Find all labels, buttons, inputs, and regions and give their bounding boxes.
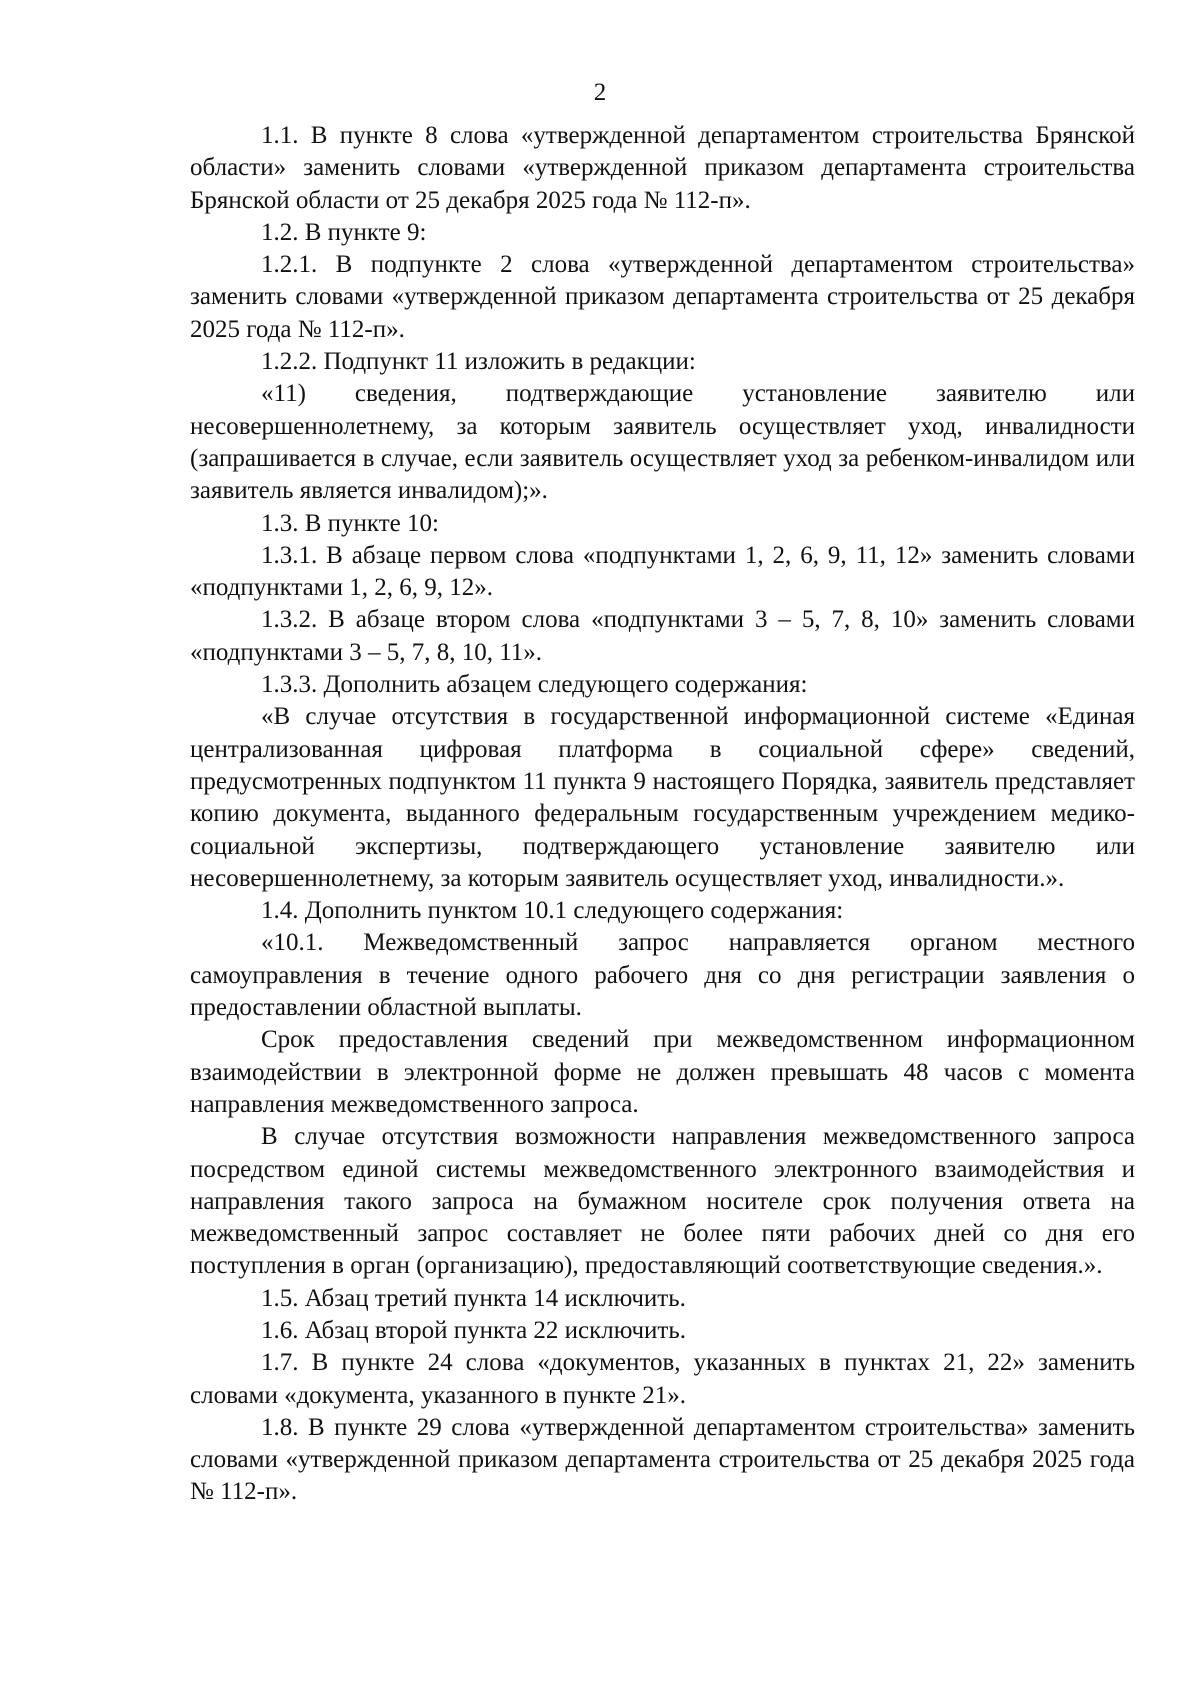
paragraph-10-1-deadline: Срок предоставления сведений при межведомственном информационном взаимодействии в электронной форме не должен превышать 48 часов с момента направления межведомственного запроса. [190, 1026, 1135, 1118]
paragraph-1-2-1: 1.2.1. В подпункте 2 слова «утвержденной департаментом строительства» заменить словами «утвержденной приказом департамента строительства от 25 декабря 2025 года № 112-п». [190, 251, 1135, 343]
paragraph-1-4: 1.4. Дополнить пунктом 10.1 следующего содержания: [261, 897, 844, 925]
paragraph-10-1: «10.1. Межведомственный запрос направляется органом местного самоуправления в течение одного рабочего дня со дня регистрации заявления о предоставлении областной выплаты. [190, 929, 1135, 1022]
paragraph-1-3-1: 1.3.1. В абзаце первом слова «подпунктами 1, 2, 6, 9, 11, 12» заменить словами «подпунктами 1, 2, 6, 9, 12». [190, 541, 1135, 602]
paragraph-1-7: 1.7. В пункте 24 слова «документов, указанных в пунктах 21, 22» заменить словами «документа, указанного в пункте 21». [190, 1349, 1135, 1409]
page-number: 2 [593, 79, 607, 106]
paragraph-1-8: 1.8. В пункте 29 слова «утвержденной департаментом строительства» заменить словами «утвержденной приказом департамента строительства от 25 декабря 2025 года № 112-п». [190, 1413, 1135, 1506]
paragraph-1-3: 1.3. В пункте 10: [261, 509, 439, 537]
paragraph-1-2-2: 1.2.2. Подпункт 11 изложить в редакции: [261, 348, 696, 376]
document-body [190, 120, 1135, 1509]
paragraph-1-6: 1.6. Абзац второй пункта 22 исключить. [261, 1316, 687, 1344]
paragraph-1-2: 1.2. В пункте 9: [261, 218, 427, 246]
paragraph-added-text: «В случае отсутствия в государственной информационной системе «Единая централизованная цифровая платформа в социальной сфере» сведений, предусмотренных подпунктом 11 пункта 9 настоящего Порядка, заявитель представляет копию документа, выданного федеральным государственным учреждением медико-социальной экспертизы, подтверждающего установление заявителю или несовершеннолетнему, за которым заявитель осуществляет уход, инвалидности.». [190, 703, 1135, 892]
paragraph-1-3-3: 1.3.3. Дополнить абзацем следующего содержания: [261, 671, 808, 699]
paragraph-1-5: 1.5. Абзац третий пункта 14 исключить. [261, 1284, 686, 1312]
paragraph-1-1: 1.1. В пункте 8 слова «утвержденной департаментом строительства Брянской области» заменить словами «утвержденной приказом департамента строительства Брянской области от 25 декабря 2025 года № 112-п». [190, 122, 1135, 214]
paragraph-subpoint-11-text: «11) сведения, подтверждающие установление заявителю или несовершеннолетнему, за которым заявитель осуществляет уход, инвалидности (запрашивается в случае, если заявитель осуществляет уход за ребенком-инвалидом или заявитель является инвалидом);». [190, 380, 1135, 505]
paragraph-1-3-2: 1.3.2. В абзаце втором слова «подпунктами 3 – 5, 7, 8, 10» заменить словами «подпунктами 3 – 5, 7, 8, 10, 11». [190, 606, 1135, 666]
paragraph-10-1-paper-request: В случае отсутствия возможности направления межведомственного запроса посредством единой системы межведомственного электронного взаимодействия и направления такого запроса на бумажном носителе срок получения ответа на межведомственный запрос составляет не более пяти рабочих дней со дня его поступления в орган (организацию), предоставляющий соответствующие сведения.». [190, 1123, 1135, 1280]
